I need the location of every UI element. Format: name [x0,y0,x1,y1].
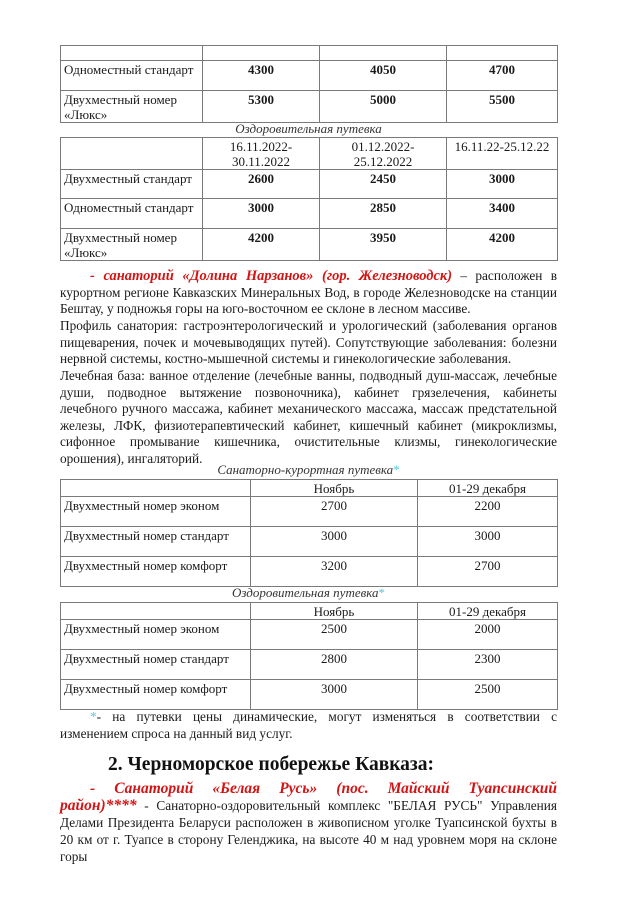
table-row [61,91,558,123]
sanatorium-treatment-base [60,368,557,468]
price-cell: 4700 [447,61,558,91]
row-label: Двухместный номер комфорт [61,557,251,587]
price-cell: 4300 [203,61,320,91]
table-row [61,620,558,650]
header-cell: 16.11.22-25.12.22 [447,138,558,170]
caption-text: Оздоровительная путевка [235,121,382,136]
price-cell: 4050 [320,61,447,91]
price-cell: 3000 [251,680,418,710]
caption-text: Санаторно-курортная путевка [217,462,394,477]
sanatorium-title: - Санаторий «Белая Русь» (пос. Майский Туапсинский район)**** [60,780,557,814]
sanatorium-belaya-rus-description [60,780,557,865]
table-row [61,199,558,229]
sanatorium-profile [60,318,557,368]
row-label: Одноместный стандарт [61,61,203,91]
row-label: Двухместный номер стандарт [61,527,251,557]
price-cell: 3000 [203,199,320,229]
price-cell: 2850 [320,199,447,229]
footnote-text: - на путевки цены динамические, могут изменяться в соответствии с изменением спроса на данный вид услуг. [60,709,557,741]
price-cell: 2600 [203,170,320,199]
sanatorium-text: - Санаторно-оздоровительный комплекс "БЕЛАЯ РУСЬ" Управления Делами Президента Беларуси расположен в живописном уголке Туапсинской бухты в 20 км от г. Туапсе в сторону Геленджика, на высоте 40 м над уровнем моря на склоне горы [60,798,557,864]
sanatorium-description [60,268,557,318]
price-table-health-tour [60,137,558,261]
row-label: Двухместный номер «Люкс» [61,229,203,261]
sanatorium-title: - санаторий «Долина Нарзанов» (гор. Железноводск) [90,268,453,284]
price-cell: 5500 [447,91,558,123]
table-row [61,557,558,587]
price-cell: 4200 [447,229,558,261]
price-cell: 2500 [418,680,558,710]
price-cell: 2800 [251,650,418,680]
price-cell: 2000 [418,620,558,650]
table-cell [61,46,203,61]
row-label: Двухместный номер эконом [61,620,251,650]
price-cell: 3950 [320,229,447,261]
section-heading: 2. Черноморское побережье Кавказа: [108,754,435,775]
treatment-base-text: Лечебная база: ванное отделение (лечебные ванны, подводный душ-массаж, лечебные души, подводное вытяжение позвоночника), кабинет грязелечения, кабинеты лечебного ручного массажа, кабинет механического массажа, массаж предстательной железы, ЛФК, физиотерапевтический кабинет, кишечный кабинет (микроклизмы, сифонное промывание кишечника, очистительные клизмы, гинекологические орошения), ингаляторий. [60,368,557,466]
header-cell: 01.12.2022-25.12.2022 [320,138,447,170]
asterisk-mark: * [393,462,400,477]
row-label: Двухместный номер эконом [61,497,251,527]
price-cell: 2500 [251,620,418,650]
price-cell: 5000 [320,91,447,123]
price-table-continued [60,45,558,123]
price-table-sanatorium-tour [60,479,558,587]
table-header-row [61,603,558,620]
row-label: Двухместный номер стандарт [61,650,251,680]
price-cell: 2200 [418,497,558,527]
price-cell: 3000 [251,527,418,557]
table-row [61,650,558,680]
row-label: Двухместный стандарт [61,170,203,199]
price-cell: 2300 [418,650,558,680]
footnote [60,709,557,742]
header-cell [61,603,251,620]
table-row [61,527,558,557]
table-row [61,229,558,261]
price-cell: 2700 [418,557,558,587]
header-cell: 16.11.2022-30.11.2022 [203,138,320,170]
sanatorium-intro: – расположен в курортном регионе Кавказских Минеральных Вод, в городе Железноводске на станции Бештау, у подножья горы на юго-восточном ее склоне в лесном массиве. [60,268,557,317]
price-cell: 4200 [203,229,320,261]
table-header-row [61,480,558,497]
table-cell [447,46,558,61]
price-cell: 5300 [203,91,320,123]
header-cell: Ноябрь [251,480,418,497]
price-table-health-tour-2 [60,602,558,710]
table-row [61,680,558,710]
row-label: Двухместный номер «Люкс» [61,91,203,123]
price-cell: 3400 [447,199,558,229]
asterisk-mark: * [90,709,97,724]
table-row [61,61,558,91]
header-cell: 01-29 декабря [418,603,558,620]
table-row [61,46,558,61]
price-cell: 3000 [418,527,558,557]
row-label: Одноместный стандарт [61,199,203,229]
table-row [61,497,558,527]
caption-text: Оздоровительная путевка [232,585,379,600]
table-caption [60,585,557,601]
table-cell [320,46,447,61]
price-cell: 2700 [251,497,418,527]
table-row [61,170,558,199]
header-cell [61,138,203,170]
header-cell: 01-29 декабря [418,480,558,497]
row-label: Двухместный номер комфорт [61,680,251,710]
table-header-row [61,138,558,170]
price-cell: 3000 [447,170,558,199]
price-cell: 2450 [320,170,447,199]
profile-text: Профиль санатория: гастроэнтерологический и урологический (заболевания органов пищеварения, почек и мочевыводящих путей). Сопутствующие заболевания: болезни нервной системы, костно-мышечной системы и гинекологические заболевания. [60,318,557,367]
asterisk-mark: * [378,585,385,600]
header-cell [61,480,251,497]
table-cell [203,46,320,61]
price-cell: 3200 [251,557,418,587]
table-caption [60,121,557,137]
header-cell: Ноябрь [251,603,418,620]
table-caption [60,462,557,478]
